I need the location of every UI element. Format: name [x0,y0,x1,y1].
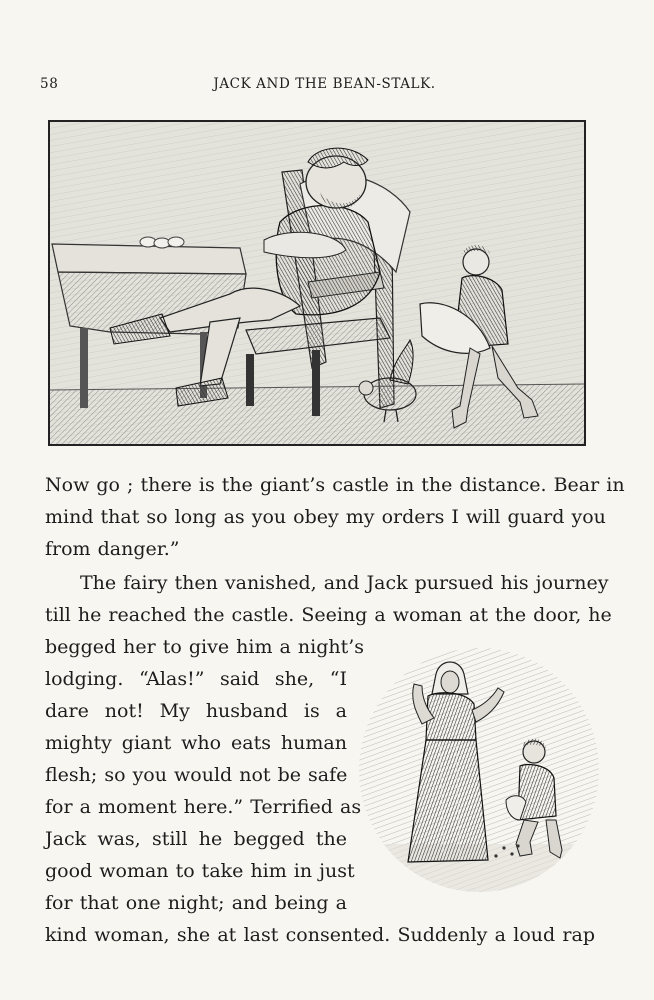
text-line-9: mighty giant who eats human [45,732,347,754]
text-line-1: Now go ; there is the giant’s castle in the distance. Bear in [45,474,625,496]
text-line-7: lodging. “Alas!” said she, “I [45,668,347,690]
text-line-3: from danger.” [45,538,180,560]
woman-and-boy-illustration [356,644,602,896]
text-line-8: dare not! My husband is a [45,700,347,722]
text-line-2: mind that so long as you obey my orders I will guard you [45,506,606,528]
text-line-13: good woman to take him in just [45,860,355,882]
page-number: 58 [40,76,59,92]
running-header [40,76,599,96]
text-line-10: flesh; so you would not be safe [45,764,348,786]
text-line-6: begged her to give him a night’s [45,636,365,658]
running-title: JACK AND THE BEAN-STALK. [213,76,436,92]
text-line-12: Jack was, still he begged the [45,828,347,850]
text-line-11: for a moment here.” Terrified as [45,796,362,818]
text-line-4: The fairy then vanished, and Jack pursued his journey [80,572,609,594]
giant-asleep-illustration [48,120,586,446]
text-line-14: for that one night; and being a [45,892,347,914]
text-line-15: kind woman, she at last consented. Suddenly a loud rap [45,924,595,946]
text-line-5: till he reached the castle. Seeing a woman at the door, he [45,604,612,626]
